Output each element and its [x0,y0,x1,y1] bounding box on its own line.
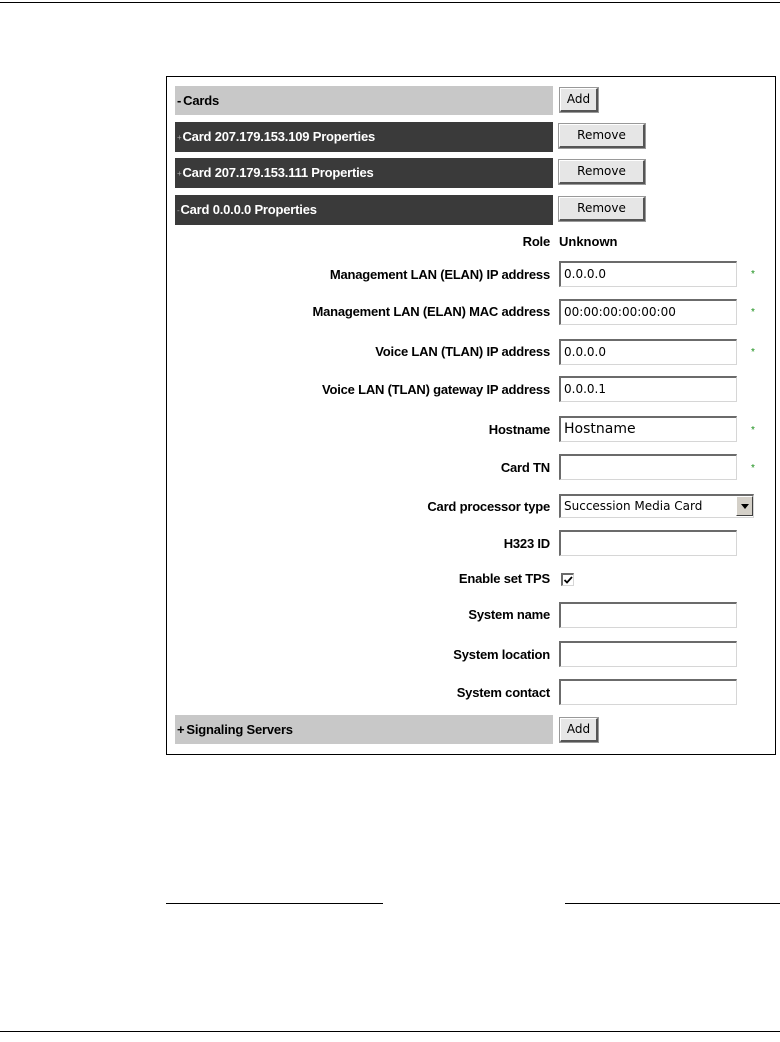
remove-card-button[interactable]: Remove [559,160,645,184]
tlan-ip-label: Voice LAN (TLAN) IP address [375,344,550,359]
section-title: Signaling Servers [186,722,293,737]
system-location-label: System location [453,647,550,662]
card-title: Card 207.179.153.109 Properties [182,129,376,144]
h323-id-label: H323 ID [503,536,550,551]
card-header-207-179-153-111[interactable] [175,158,553,188]
expand-toggle: + [177,132,182,142]
required-marker: * [751,347,755,358]
tlan-gateway-label: Voice LAN (TLAN) gateway IP address [321,382,550,397]
elan-ip-label: Management LAN (ELAN) IP address [329,267,550,282]
system-location-input[interactable] [559,641,737,667]
card-title: Card 207.179.153.111 Properties [182,165,374,180]
add-signaling-server-button[interactable]: Add [560,718,598,742]
elan-mac-label: Management LAN (ELAN) MAC address [312,304,550,319]
card-header-0-0-0-0[interactable] [175,195,553,225]
processor-type-selected: Succession Media Card [564,499,703,513]
tlan-gateway-input[interactable]: 0.0.0.1 [559,376,737,402]
remove-card-button[interactable]: Remove [559,124,645,148]
dropdown-arrow-icon[interactable] [736,496,753,516]
hostname-input[interactable]: Hostname [559,416,737,442]
page-top-rule [0,2,780,3]
remove-card-button[interactable]: Remove [559,197,645,221]
tlan-ip-input[interactable]: 0.0.0.0 [559,339,737,365]
processor-type-label: Card processor type [427,499,550,514]
checkmark-icon [563,575,574,586]
signaling-servers-section-header[interactable] [175,715,553,744]
elan-ip-input[interactable]: 0.0.0.0 [559,261,737,287]
add-card-button[interactable]: Add [560,88,598,112]
required-marker: * [751,269,755,280]
role-label: Role [522,234,550,249]
card-title: Card 0.0.0.0 Properties [180,202,317,217]
required-marker: * [751,307,755,318]
hostname-label: Hostname [488,422,550,437]
cards-section-header[interactable] [175,86,553,115]
section-title: Cards [183,93,219,108]
required-marker: * [751,463,755,474]
expand-toggle: + [177,722,185,737]
footer-rule-right [565,903,780,904]
system-contact-input[interactable] [559,679,737,705]
h323-id-input[interactable] [559,530,737,556]
footer-rule-left [166,903,383,904]
role-value: Unknown [559,234,618,249]
card-tn-label: Card TN [500,460,550,475]
card-header-207-179-153-109[interactable] [175,122,553,152]
enable-tps-checkbox[interactable] [561,573,574,586]
system-name-label: System name [468,607,550,622]
elan-mac-input[interactable]: 00:00:00:00:00:00 [559,299,737,325]
system-name-input[interactable] [559,602,737,628]
cards-config-panel [166,76,776,755]
system-contact-label: System contact [456,685,550,700]
page-bottom-rule [0,1031,780,1032]
expand-toggle: + [177,168,182,178]
enable-tps-label: Enable set TPS [458,571,550,586]
collapse-toggle: - [177,205,180,215]
processor-type-select[interactable] [559,494,754,518]
collapse-toggle: - [177,93,182,108]
required-marker: * [751,425,755,436]
card-tn-input[interactable] [559,454,737,480]
